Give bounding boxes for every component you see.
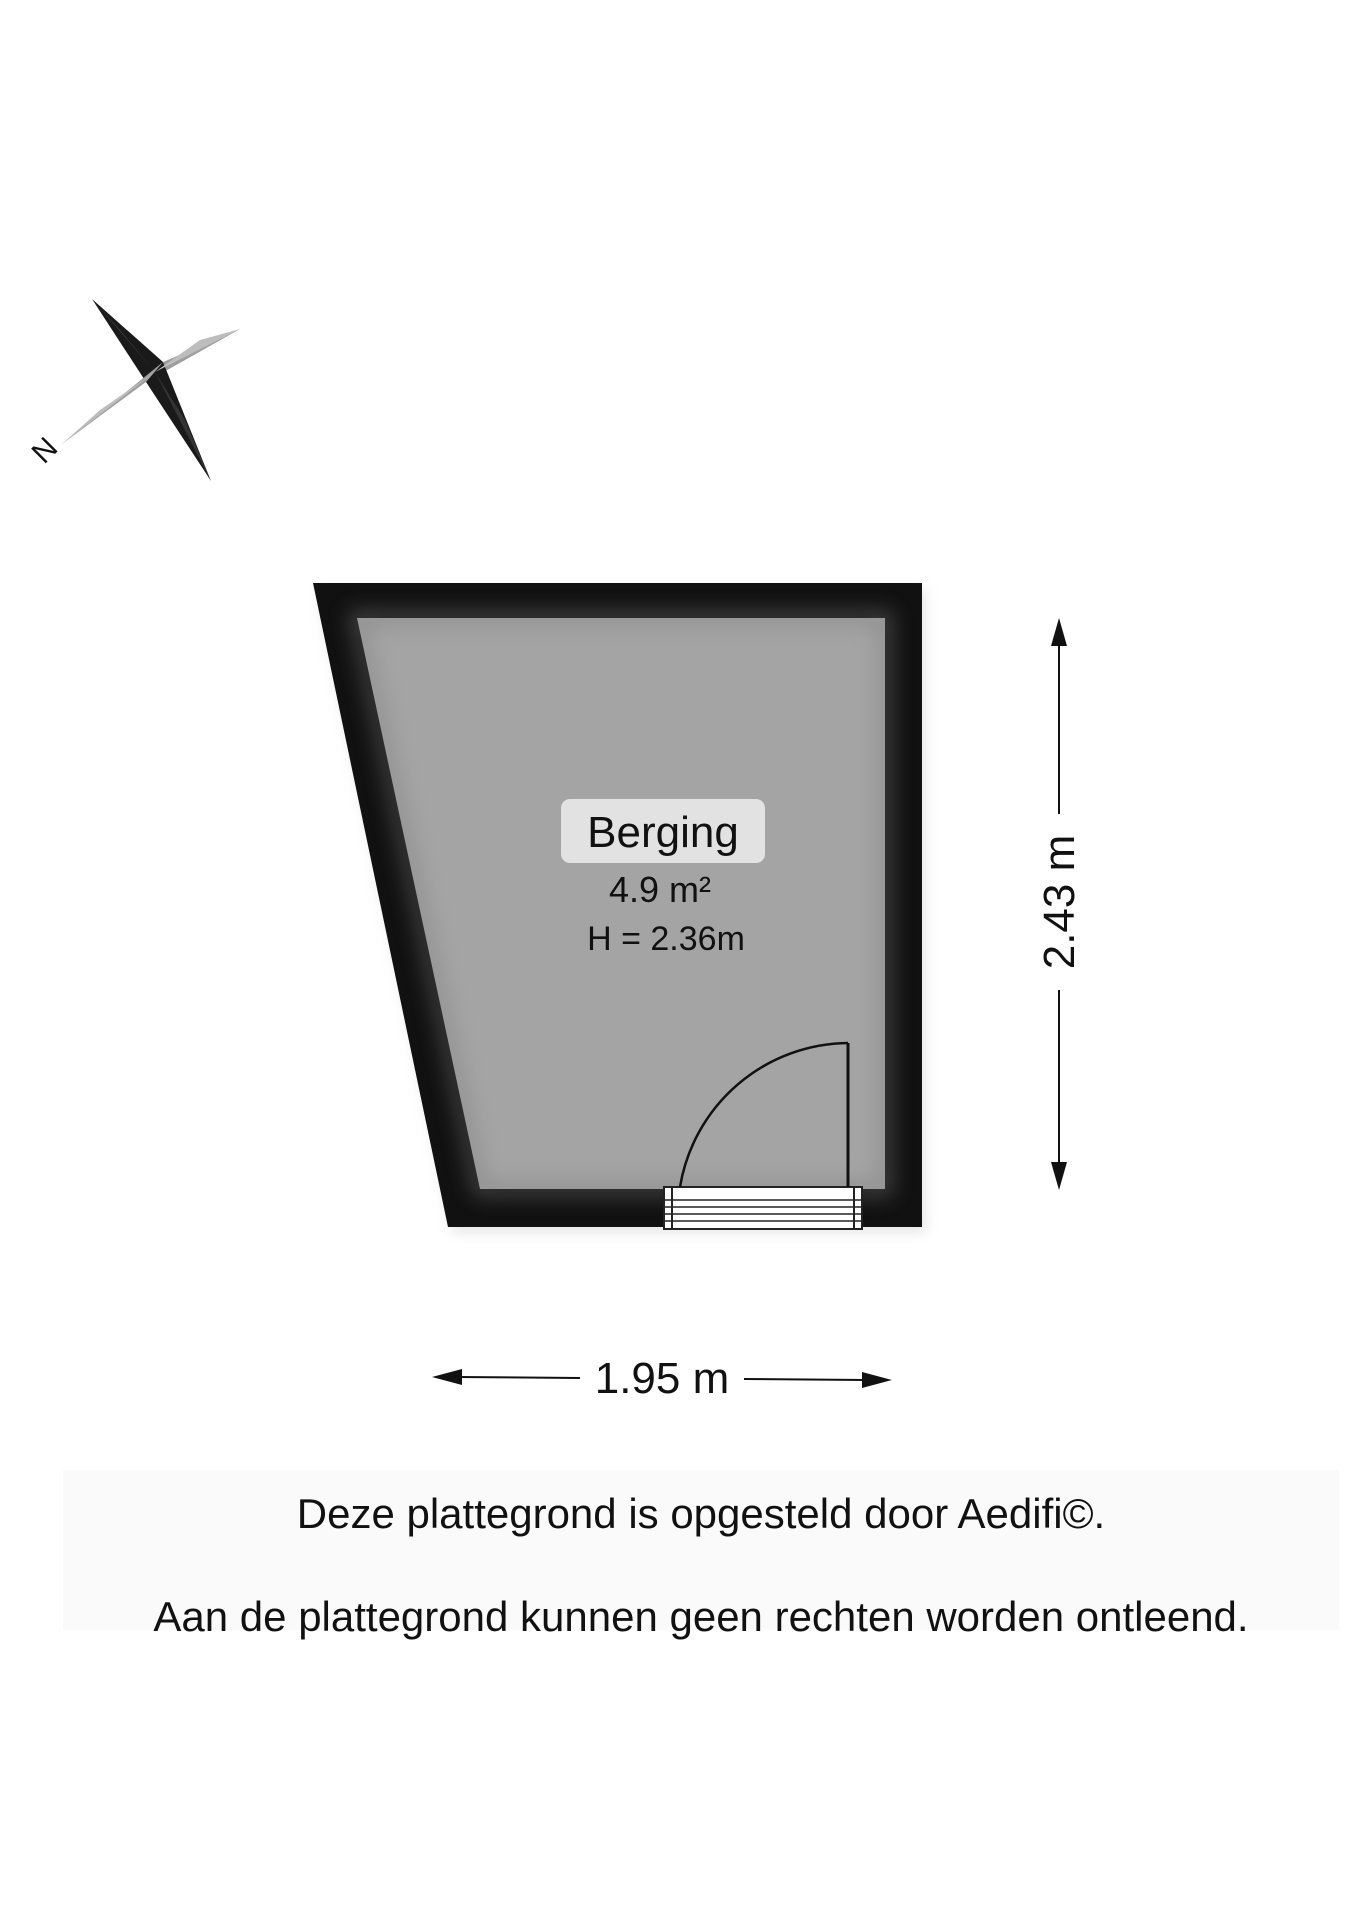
room-height: H = 2.36m <box>587 920 745 958</box>
room-area: 4.9 m² <box>608 869 712 910</box>
disclaimer-line-1: Deze plattegrond is opgesteld door Aedifi©. <box>296 1490 1106 1537</box>
disclaimer-box <box>63 1470 1339 1640</box>
width-dimension <box>432 1354 892 1403</box>
width-dimension-label: 1.95 m <box>594 1354 730 1403</box>
room-berging <box>313 583 926 1233</box>
room-name: Berging <box>587 808 739 857</box>
depth-dimension <box>1035 618 1084 1190</box>
disclaimer-line-2: Aan de plattegrond kunnen geen rechten worden ontleend. <box>153 1593 1249 1640</box>
depth-dimension-label: 2.43 m <box>1035 834 1084 970</box>
compass-north-label: N <box>25 431 65 470</box>
compass-rose-icon <box>26 299 240 481</box>
